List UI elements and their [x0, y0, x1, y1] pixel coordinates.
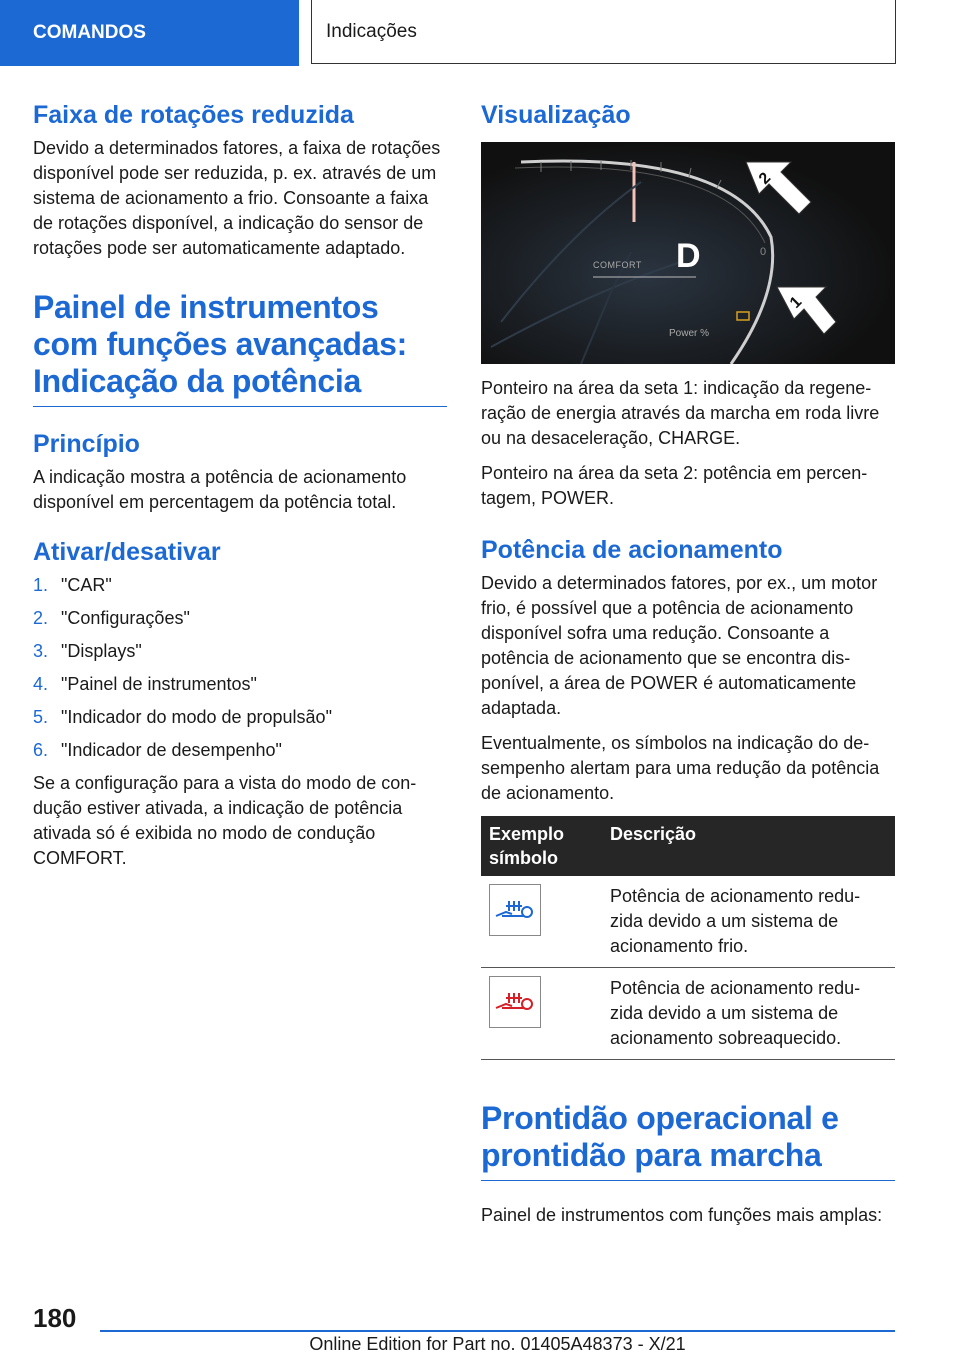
row-description: Potência de acionamento reduzida devido a um sistema de acionamento frio.	[602, 876, 895, 968]
page-number: 180	[33, 1303, 77, 1333]
table-row	[481, 968, 895, 1060]
heading-readiness: Prontidão operacional e prontidão para marcha	[481, 1100, 839, 1173]
section-tab	[0, 0, 299, 66]
overheated-drivetrain-icon	[489, 976, 541, 1028]
list-item: 1. "CAR"	[33, 575, 112, 595]
heading-block-power	[33, 289, 447, 407]
arrow-1-label: 1	[786, 293, 806, 312]
chapter-label: Indicações	[326, 20, 417, 42]
heading-block-ready	[481, 1100, 895, 1181]
col-header-symbol: Exemplo símbolo	[481, 816, 602, 876]
zero-label: 0	[760, 246, 767, 258]
cold-drivetrain-icon	[489, 884, 541, 936]
steps-list	[33, 573, 447, 763]
chapter-header	[311, 0, 896, 64]
col-header-description: Descrição	[602, 816, 895, 876]
heading-drive-power: Potência de acionamento	[481, 536, 783, 564]
power-percent-label: Power %	[669, 328, 710, 339]
list-item: 3. "Displays"	[33, 641, 142, 661]
left-column	[33, 100, 447, 881]
footer-text: Online Edition for Part no. 01405A48373 - X/21	[309, 1334, 686, 1354]
heading-power-display: Painel de instrumentos com funções avançadas: Indicação da potência	[33, 289, 407, 399]
footer-rule	[100, 1330, 895, 1332]
heading-reduced-rpm: Faixa de rotações reduzida	[33, 101, 354, 129]
list-item: 2. "Configurações"	[33, 608, 190, 628]
text-reduced-rpm: Devido a determinados fatores, a faixa de rotações disponível pode ser reduzida, p. ex. através de um sistema de acionamento a frio. Consoante a faixa de rotações disponível, a indicação do sensor de rotações pode ser automaticamente adaptado.	[33, 138, 441, 258]
text-activate-note: Se a configuração para a vista do modo de condução estiver ativada, a indicação de potência ativada só é exibida no modo de condução COMFORT.	[33, 773, 417, 868]
row-description: Potência de acionamento reduzida devido a um sistema de acionamento sobreaquecido.	[602, 968, 895, 1060]
text-drive-power: Devido a determinados fatores, por ex., um motor frio, é possível que a potência de acionamento disponível sofra uma redução. Consoante a potência de acionamento que se encontra disponível, a área de POWER é automaticamente adaptada.	[481, 573, 878, 718]
text-readiness: Painel de instrumentos com funções mais amplas:	[481, 1205, 883, 1225]
heading-visualization: Visualização	[481, 101, 631, 129]
symbol-table	[481, 816, 895, 1060]
instrument-cluster-image	[481, 142, 895, 364]
arrow-2-label: 2	[755, 169, 775, 188]
list-item: 6. "Indicador de desempenho"	[33, 740, 282, 760]
table-row	[481, 876, 895, 968]
heading-principle: Princípio	[33, 430, 140, 458]
text-arrow-2: Ponteiro na área da seta 2: potência em percentagem, POWER.	[481, 463, 868, 508]
text-arrow-1: Ponteiro na área da seta 1: indicação da regeneração de energia através da marcha em roda livre ou na desaceleração, CHARGE.	[481, 378, 880, 448]
mode-label: COMFORT	[593, 260, 642, 270]
list-item: 4. "Painel de instrumentos"	[33, 674, 257, 694]
section-label: COMANDOS	[33, 22, 146, 43]
right-column	[481, 100, 895, 1238]
text-symbols: Eventualmente, os símbolos na indicação do desempenho alertam para uma redução da potência de acionamento.	[481, 733, 880, 803]
gear-indicator: D	[676, 237, 701, 275]
heading-activate: Ativar/desativar	[33, 538, 221, 566]
text-principle: A indicação mostra a potência de acionamento disponível em percentagem da potência total.	[33, 467, 407, 512]
table-header-row	[481, 816, 895, 876]
list-item: 5. "Indicador do modo de propulsão"	[33, 707, 332, 727]
